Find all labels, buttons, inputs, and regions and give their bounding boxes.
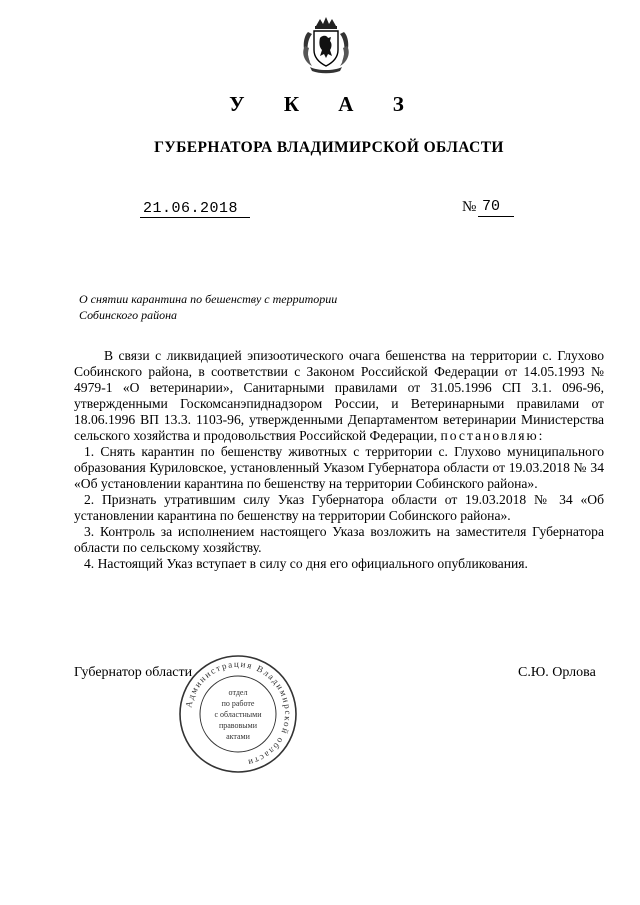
decree-date: 21.06.2018 — [143, 200, 239, 217]
official-stamp — [176, 652, 300, 776]
subject-line: Собинского района — [79, 308, 178, 322]
decree-item: 1. Снять карантин по бешенству животных с территории с. Глухово муниципального образования Куриловское, установленный Указом Губернатора области от 19.03.2018 № 34 «Об установлении карантина по бешенству на территории Собинского района». — [74, 444, 604, 491]
stamp-center-line: правовыми — [218, 721, 258, 730]
decree-issuer: ГУБЕРНАТОРА ВЛАДИМИРСКОЙ ОБЛАСТИ — [154, 139, 504, 156]
signatory-name: С.Ю. Орлова — [518, 665, 596, 680]
coat-of-arms-emblem — [300, 16, 352, 74]
preamble-text: В связи с ликвидацией эпизоотического очага бешенства на территории с. Глухово Собинского района, в соответствии с Законом Российской Федерации от 14.05.1993 № 4979-1 «О ветеринарии», Санитарными правилами от 31.05.1996 СП 3.1. 096-96, утвержденными Госкомсанэпиднадзором России, и Ветеринарными правилами от 18.06.1996 ВП 13.3. 1103-96, утвержденными Департаментом ветеринарии Министерства сельского хозяйства и продовольствия Российской Федерации, — [74, 348, 604, 443]
decree-number-label: № — [462, 199, 477, 215]
stamp-ring-text: Администрация Владимирской области — [183, 658, 294, 769]
stamp-center-line: по работе — [221, 699, 255, 708]
stamp-center-line: отдел — [228, 688, 248, 697]
stamp-seal-icon — [176, 652, 300, 776]
stamp-center-line: с областными — [214, 710, 262, 719]
decree-item: 4. Настоящий Указ вступает в силу со дня его официального опубликования. — [84, 556, 528, 571]
decree-title: У К А З — [229, 92, 421, 116]
stamp-center-line: актами — [226, 732, 250, 741]
date-underline — [140, 217, 250, 218]
subject-line: О снятии карантина по бешенству с территории — [79, 292, 338, 306]
decree-number: 70 — [482, 198, 501, 215]
decree-word: постановляю: — [440, 428, 545, 443]
preamble-paragraph — [74, 348, 604, 444]
coat-of-arms-icon — [300, 16, 352, 74]
number-underline — [478, 216, 514, 217]
decree-body — [74, 348, 604, 572]
signatory-role: Губернатор области — [74, 665, 193, 680]
decree-item: 3. Контроль за исполнением настоящего Указа возложить на заместителя Губернатора области по сельскому хозяйству. — [74, 524, 604, 555]
decree-item: 2. Признать утратившим силу Указ Губернатора области от 19.03.2018 № 34 «Об установлении карантина по бешенству на территории Собинского района». — [74, 492, 604, 523]
decree-subject — [79, 291, 337, 323]
